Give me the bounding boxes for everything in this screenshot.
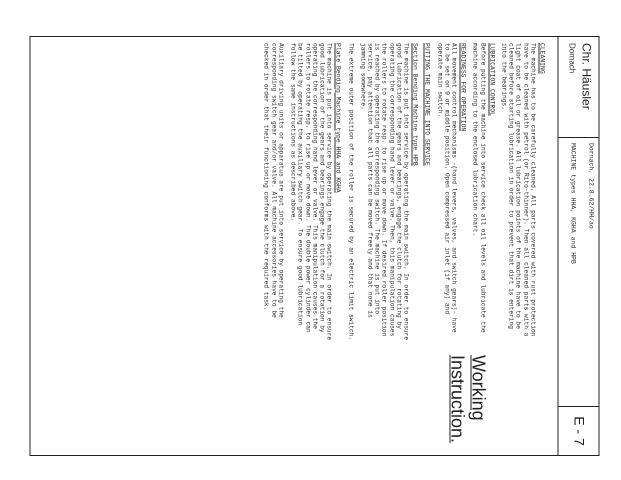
section-heading: PUTTING THE MACHINE INTO SERVICE [423,43,431,166]
document-title: Working Instruction. [447,355,489,444]
section-text: The extreme outer position of the roller is secured by an electric limit switch. [347,43,355,341]
section-heading: LUBRICATION CONTROL [488,43,496,116]
section-text: The machine is put into service by operating the main switch. In order to ensure good lubrication of the gears and bearings, engage the clutch for rotating by operating the corresponding hand lever or valve. Then, this manipulation causes the rollers to rotate resp. to rise up or move down. If desired roller position is reached by operating the corresponding switch. The machine is put into service, pay attention that all parts can be moved freely and that none is jamming somewhere. [359,43,410,341]
instruction-body [258,43,551,343]
company-name: Chr. Häusler [579,43,594,110]
page-id-box [559,406,599,455]
document-date: Dornach, 22.8.62/HH/ao [587,143,595,229]
machine-types: MACHINE types HHA, KGHA and HPB [569,143,577,264]
page-id: E - 7 [571,416,588,446]
header-strip [558,37,599,455]
section-heading: Section Bending Machine type HPB [411,43,419,166]
page-frame [30,36,600,456]
section-text: The machine has to be carefully cleaned. All parts covered with rust protection have to be cleaned with petrol (or Rito-thinner). Then all cleaned parts with a light coat of oil or grease. All lubrication points of the machine have to be cleaned before starting lubrication in order to prevent that dirt is entering into the bearings. [500,43,537,337]
section-text: Before putting the machine into service check all oil levels and lubricate the machine according to the enclosed lubrication chart. [471,43,487,333]
section-heading: CLEANING [538,43,546,74]
section-heading: Plate Bending Machine type HHA and KGHA [334,43,342,193]
company-block [559,37,599,138]
header-info [559,137,599,407]
section-text: The machine is put into service by operating the main switch. In order to ensure good lubrication of the gears and bearings engage the clutch for a rotation by operating the corresponding hand lever or valve. This manipulation causes the rollers to rotate resp. to rise up or move down. The double power cylinder can be tilted by operating the auxiliary switch gear. To ensure good lubrication follow the same instructions as described above. [289,43,333,341]
company-place: Dornach [567,43,577,74]
section-text: All movement control mechanisms -(hand levers, valves, and switch gears)- have to be set on 0 or middle position. Open compressed air inlet (if any) and operate main switch. [436,43,458,333]
section-text: Auxiliary driving units or apparatus are put into service by operating the corresponding switch gear and/or valve. All machine accessories have to be checked in order that their functioning conforms with the required task. [263,43,285,318]
rotated-document [21,24,606,464]
section-heading: READINESS FOR OPERATION [459,43,467,132]
